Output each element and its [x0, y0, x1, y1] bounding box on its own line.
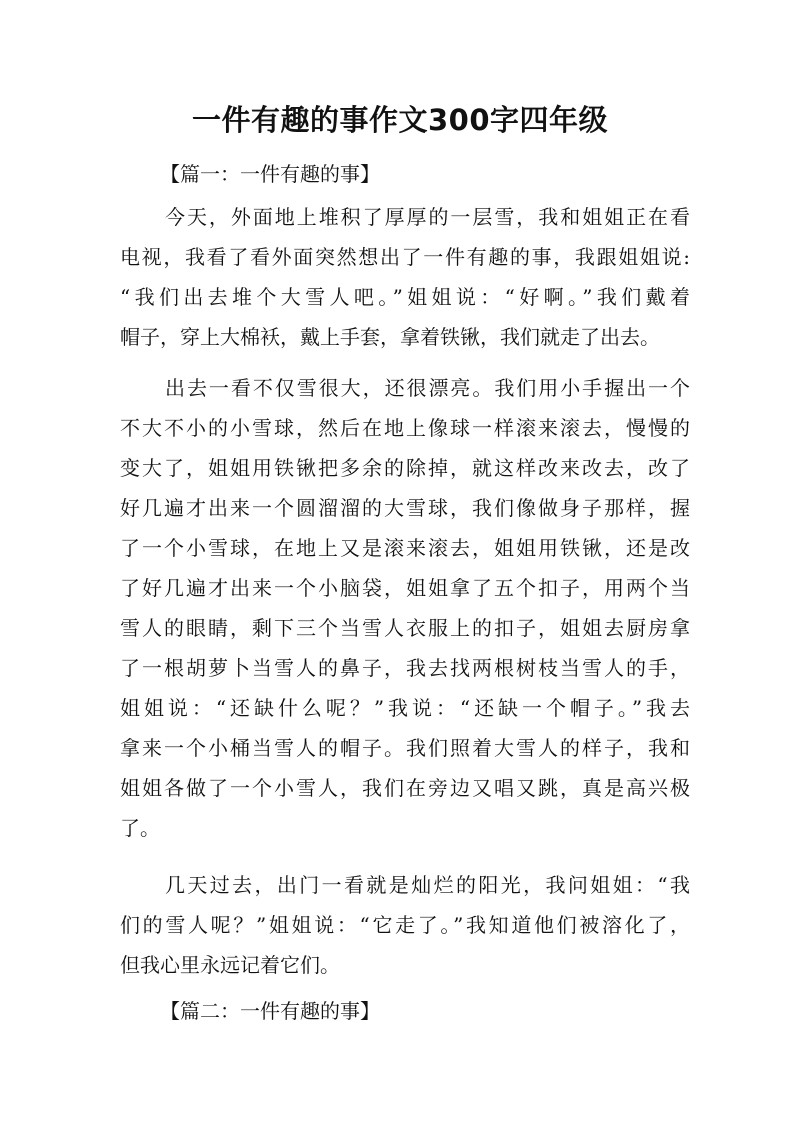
paragraph-line: 但我心里永远记着它们。	[120, 953, 340, 977]
paragraph-line: 了一根胡萝卜当雪人的鼻子，我去找两根树枝当雪人的手，	[120, 656, 690, 680]
section-heading-1: 【篇一：一件有趣的事】	[160, 162, 380, 186]
paragraph-line: 好几遍才出来一个圆溜溜的大雪球，我们像做身子那样，握	[120, 496, 690, 520]
paragraph-line: 出去一看不仅雪很大，还很漂亮。我们用小手握出一个	[165, 376, 690, 400]
paragraph-line: 拿来一个小桶当雪人的帽子。我们照着大雪人的样子，我和	[120, 736, 690, 760]
paragraph-line: 了。	[120, 816, 160, 840]
paragraph-line: 不大不小的小雪球，然后在地上像球一样滚来滚去，慢慢的	[120, 416, 690, 440]
paragraph-line: 电视，我看了看外面突然想出了一件有趣的事，我跟姐姐说:	[120, 245, 690, 269]
paragraph-line: 变大了，姐姐用铁锹把多余的除掉，就这样改来改去，改了	[120, 456, 690, 480]
paragraph-line: 了一个小雪球，在地上又是滚来滚去，姐姐用铁锹，还是改	[120, 536, 690, 560]
paragraph-3	[120, 865, 690, 985]
paragraph-line: 雪人的眼睛，剩下三个当雪人衣服上的扣子，姐姐去厨房拿	[120, 616, 690, 640]
paragraph-1	[120, 197, 690, 357]
paragraph-2	[120, 368, 690, 848]
paragraph-line: 了好几遍才出来一个小脑袋，姐姐拿了五个扣子，用两个当	[120, 576, 690, 600]
paragraph-line: 帽子，穿上大棉袄，戴上手套，拿着铁锹，我们就走了出去。	[120, 325, 660, 349]
paragraph-line: 几天过去，出门一看就是灿烂的阳光，我问姐姐：“我	[165, 873, 690, 897]
paragraph-line: 今天，外面地上堆积了厚厚的一层雪，我和姐姐正在看	[165, 205, 690, 229]
document-title: 一件有趣的事作文300字四年级	[191, 103, 609, 137]
paragraph-line: “我们出去堆个大雪人吧。”姐姐说：“好啊。”我们戴着	[120, 285, 690, 309]
paragraph-line: 们的雪人呢？”姐姐说：“它走了。”我知道他们被溶化了，	[120, 913, 690, 937]
section-heading-2: 【篇二：一件有趣的事】	[160, 999, 380, 1023]
paragraph-line: 姐姐各做了一个小雪人，我们在旁边又唱又跳，真是高兴极	[120, 776, 690, 800]
paragraph-line: 姐姐说：“还缺什么呢？”我说：“还缺一个帽子。”我去	[120, 696, 690, 720]
